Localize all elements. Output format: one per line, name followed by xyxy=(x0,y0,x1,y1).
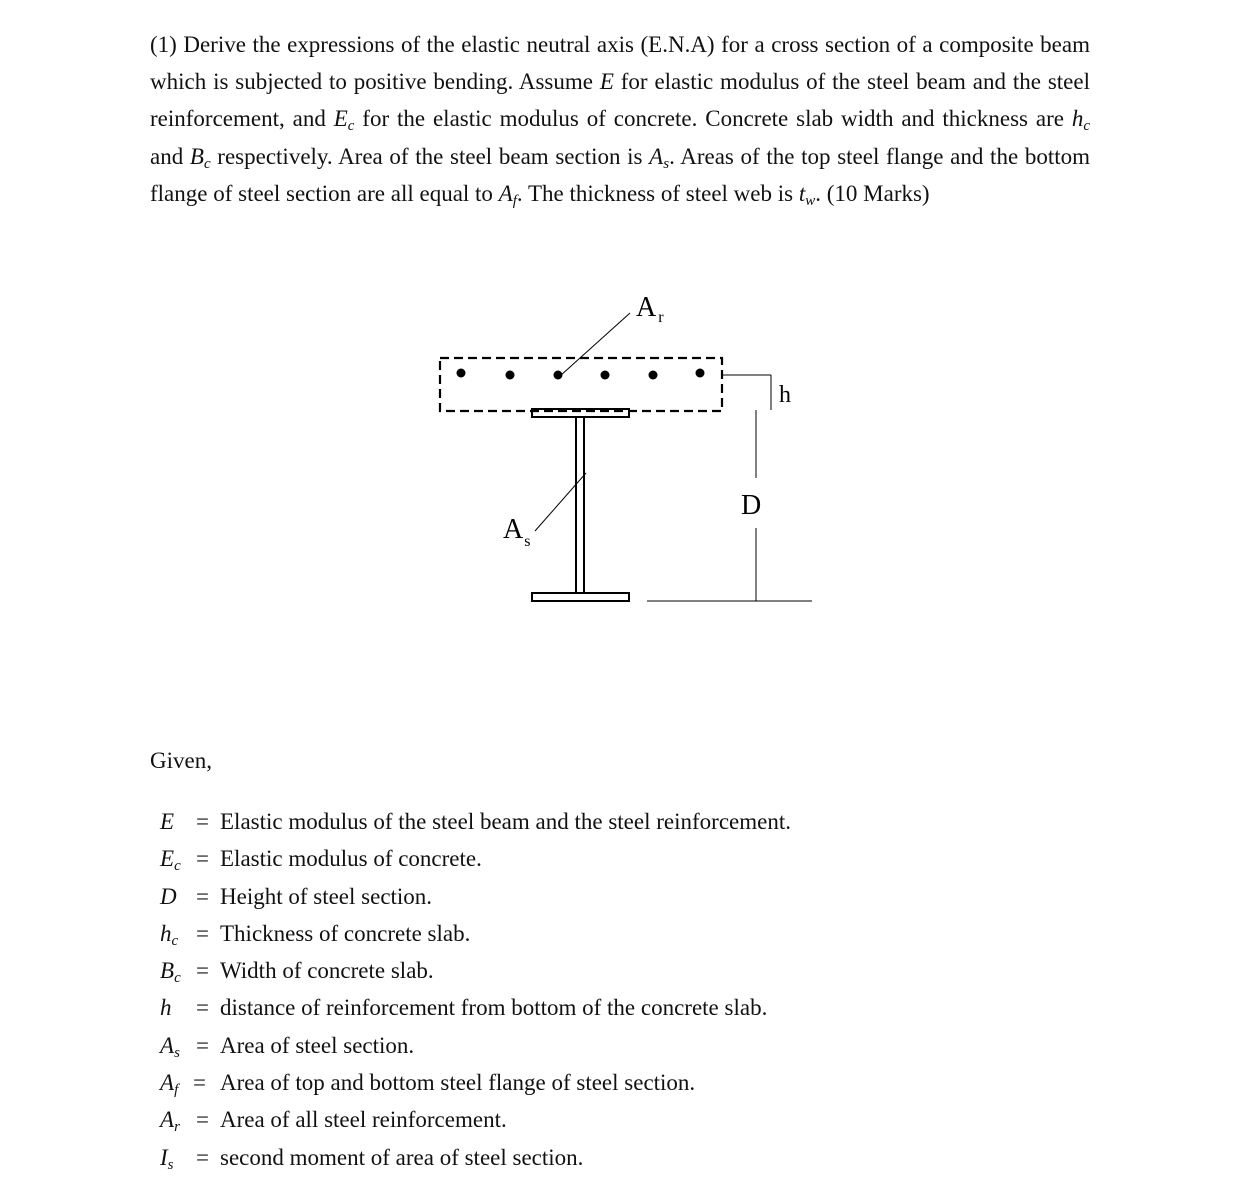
symbol-Bc: $B_c$ xyxy=(189,143,211,172)
definition-symbol: $A_r$ xyxy=(160,1107,180,1136)
equals-sign: = xyxy=(196,958,209,984)
symbol-tw: $t_w$ xyxy=(798,180,816,209)
equals-sign: = xyxy=(196,1032,209,1058)
equals-sign: = xyxy=(196,883,209,909)
definition-text: distance of reinforcement from bottom of the concrete slab. xyxy=(220,995,768,1021)
rebar xyxy=(601,371,610,380)
definition-text: Area of steel section. xyxy=(220,1032,415,1058)
rebar xyxy=(457,369,466,378)
definition-symbol: $B_c$ xyxy=(160,958,181,987)
definition-symbol: h xyxy=(160,995,172,1021)
question-number: (1) xyxy=(150,32,177,57)
symbol-E: E xyxy=(599,69,614,95)
steel-i-section xyxy=(532,409,629,601)
definition-symbol: $I_s$ xyxy=(160,1144,174,1173)
definition-symbol: $h_c$ xyxy=(160,920,179,949)
equals-sign: = xyxy=(196,995,209,1021)
question-text: (1) Derive the expressions of the elastic neutral axis (E.N.A) for a cross section of a composite beam which is subjected to positive bending. Assume E for elastic modulus of the steel beam and the steel reinforcement, and $E_c$ for the elastic modulus of concrete. Concrete slab width and thickness are $h_c$ and $B_c$ respectively. Area of the steel beam section is $A_s$. Areas of the top steel flange and the bottom flange of steel section are all equal to $A_f$. The thickness of steel web is $t_w$. (10 Marks) xyxy=(150,32,1090,209)
symbol-Af: $A_f$ xyxy=(498,180,517,209)
reinforcement-bars xyxy=(457,369,705,380)
definition-text: second moment of area of steel section. xyxy=(220,1144,584,1170)
definition-text: Area of all steel reinforcement. xyxy=(220,1107,507,1133)
equals-sign: = xyxy=(196,920,209,946)
as-leader-line xyxy=(535,473,586,531)
rebar xyxy=(506,371,515,380)
definition-text: Elastic modulus of the steel beam and the steel reinforcement. xyxy=(220,809,791,834)
symbol-Ec: $E_c$ xyxy=(333,106,355,135)
equals-sign: = xyxy=(196,809,209,834)
equals-sign: = xyxy=(193,1070,206,1096)
symbol-hc: $h_c$ xyxy=(1071,106,1090,135)
label-as: $A_s$ xyxy=(503,514,531,550)
definition-text: Height of steel section. xyxy=(220,883,433,909)
equals-sign: = xyxy=(196,1144,209,1170)
definition-symbol: D xyxy=(160,883,177,909)
equals-sign: = xyxy=(196,846,209,872)
definition-text: Thickness of concrete slab. xyxy=(220,920,471,946)
label-ar: A $_r$ xyxy=(636,292,664,326)
definition-text: Width of concrete slab. xyxy=(220,958,434,984)
label-d: D xyxy=(741,490,762,521)
definition-text: Area of top and bottom steel flange of steel section. xyxy=(220,1070,696,1096)
definition-text: Elastic modulus of concrete. xyxy=(220,846,482,872)
rebar xyxy=(649,371,658,380)
concrete-slab-outline xyxy=(440,358,722,411)
definition-symbol: $E_c$ xyxy=(160,846,181,875)
definition-symbol: $A_s$ xyxy=(160,1032,180,1061)
definition-symbol: E xyxy=(160,809,175,834)
label-h: h xyxy=(779,382,791,408)
equals-sign: = xyxy=(196,1107,209,1133)
rebar xyxy=(696,369,705,378)
definition-symbol: $A_f$ xyxy=(160,1070,179,1099)
given-heading: Given, xyxy=(150,748,212,773)
symbol-As: $A_s$ xyxy=(649,143,670,172)
ar-leader-line xyxy=(560,313,630,376)
